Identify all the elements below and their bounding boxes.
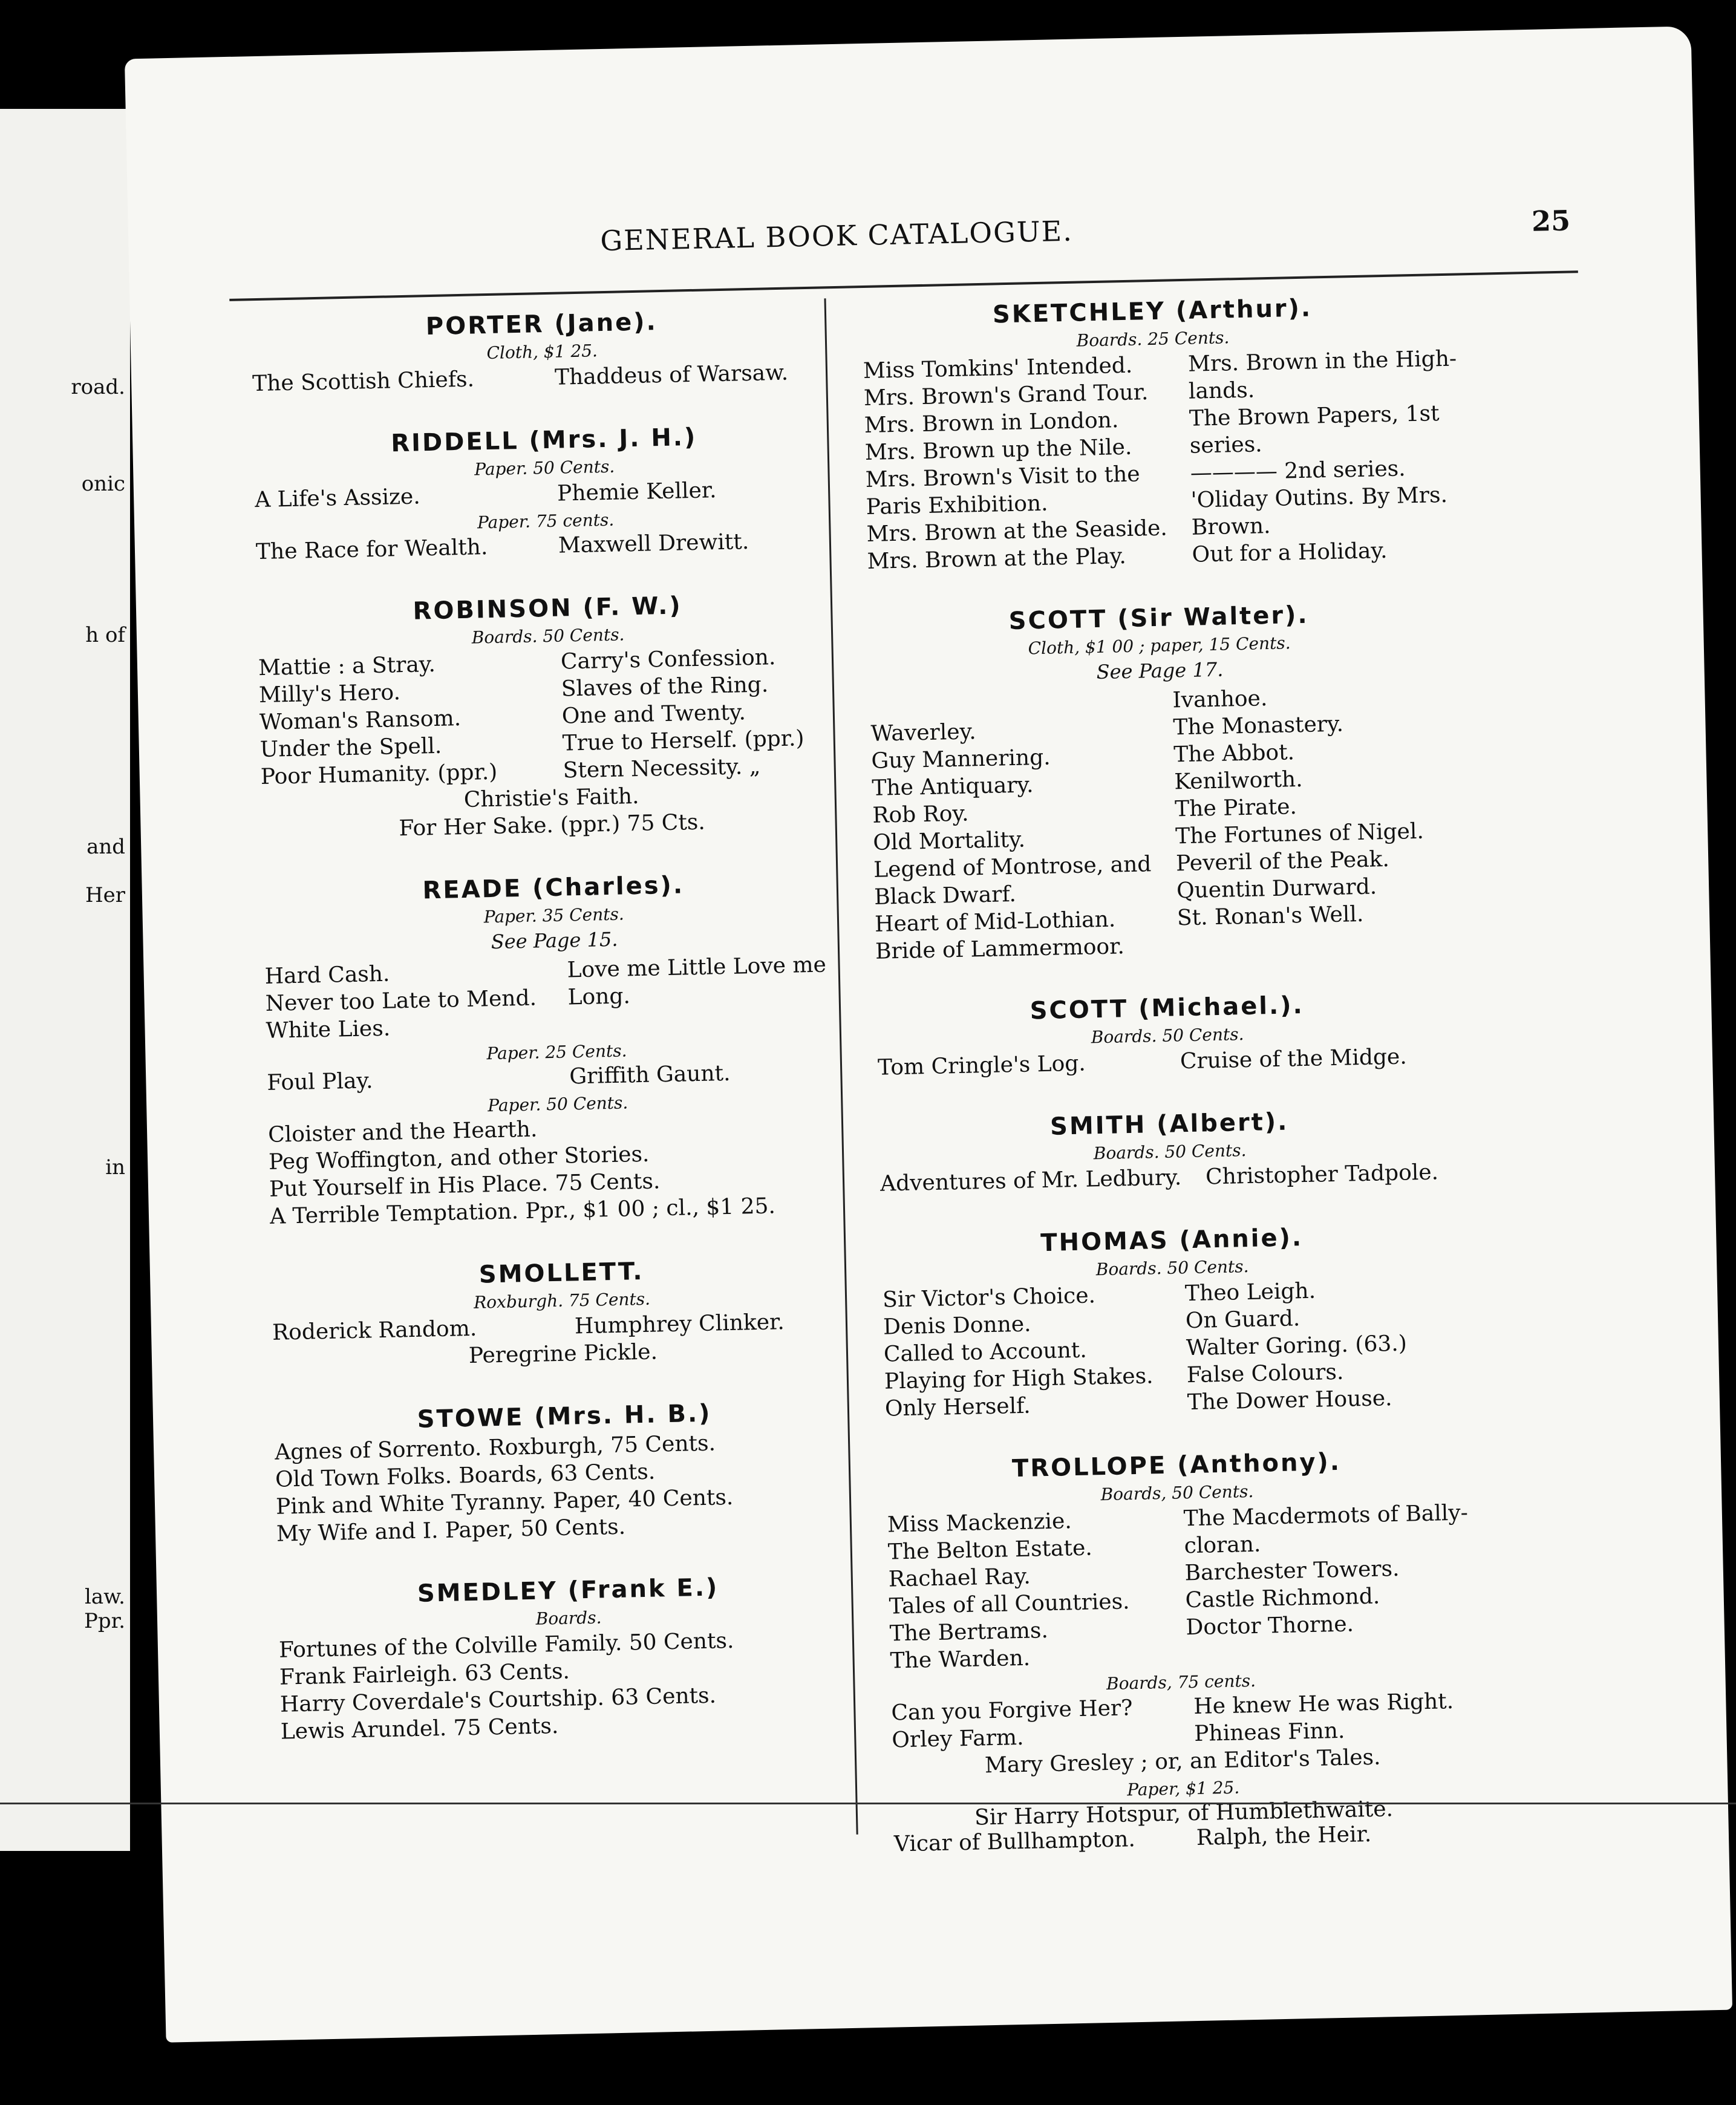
book-title: Sir Harry Hotspur, of Humblethwaite. (974, 1797, 1394, 1830)
author-heading: PORTER (Jane). (425, 308, 658, 341)
book-title: The Antiquary. (872, 772, 1034, 801)
book-title: The Race for Wealth. (255, 535, 488, 565)
book-title: Griffith Gaunt. (569, 1060, 731, 1089)
binding-price: Boards. (535, 1607, 602, 1629)
book-title: Thaddeus of Warsaw. (554, 360, 789, 390)
fragment-text: road. (71, 375, 125, 399)
binding-price: Boards. 50 Cents. (471, 624, 625, 648)
book-title: A Life's Assize. (254, 484, 421, 513)
book-title: Phemie Keller. (556, 478, 717, 506)
book-title: Quentin Durward. (1176, 874, 1377, 904)
book-title (568, 1007, 847, 1037)
book-title: Barchester Towers. (1184, 1556, 1400, 1586)
book-title: Pink and White Tyranny. Paper, 40 Cents. (275, 1484, 734, 1519)
book-title: Slaves of the Ring. (561, 672, 769, 702)
book-title: Christie's Faith. (463, 783, 639, 812)
book-title: Castle Richmond. (1185, 1584, 1380, 1613)
title-list (863, 346, 1457, 574)
author-entry-reade (263, 868, 850, 1229)
book-title: Theo Leigh. (1184, 1278, 1316, 1307)
see-page-note: See Page 15. (491, 927, 618, 954)
book-title: Called to Account. (883, 1337, 1088, 1367)
book-title: Cloister and the Hearth. (267, 1117, 538, 1147)
title-list (258, 644, 841, 789)
book-title: The Dower House. (1187, 1386, 1392, 1415)
book-title: Long. (567, 984, 631, 1010)
book-title: Mary Gresley ; or, an Editor's Tales. (984, 1744, 1381, 1778)
book-title: Humphrey Clinker. (574, 1310, 785, 1339)
book-title: Rob Roy. (872, 801, 969, 828)
book-title: 'Oliday Outins. By Mrs. (1190, 482, 1448, 513)
binding-price: Boards, 50 Cents. (1100, 1481, 1254, 1505)
book-title: Black Dwarf. (873, 881, 1017, 910)
fragment-text: Ppr. (84, 1609, 125, 1633)
book-title: Woman's Ransom. (259, 706, 462, 736)
title-list (870, 682, 1456, 964)
book-title: The Fortunes of Nigel. (1175, 818, 1424, 849)
book-title (870, 688, 1149, 719)
book-title: Vicar of Bullhampton. (893, 1827, 1136, 1857)
title-list (887, 1501, 1471, 1674)
book-title: Waverley. (870, 719, 976, 746)
binding-price: Roxburgh. 75 Cents. (473, 1288, 651, 1313)
book-title: Agnes of Sorrento. Roxburgh, 75 Cents. (274, 1431, 716, 1465)
book-title: Mrs. Brown's Grand Tour. (863, 380, 1149, 411)
binding-price: Boards. 50 Cents. (1093, 1140, 1247, 1164)
book-title: Mrs. Brown up the Nile. (864, 434, 1132, 465)
book-title: Under the Spell. (259, 733, 442, 763)
book-title: For Her Sake. (ppr.) 75 Cts. (399, 809, 706, 841)
book-title: Legend of Montrose, and (873, 852, 1152, 883)
book-title: Peregrine Pickle. (468, 1339, 658, 1369)
title-list (883, 1276, 1466, 1421)
book-title: Old Town Folks. Boards, 63 Cents. (275, 1459, 656, 1492)
binding-price: Boards. 25 Cents. (1076, 327, 1230, 351)
book-title: Sir Victor's Choice. (882, 1283, 1096, 1313)
binding-price: Paper. 50 Cents. (487, 1092, 628, 1116)
book-title: Guy Mannering. (871, 745, 1051, 774)
page-header-title: GENERAL BOOK CATALOGUE. (599, 214, 1074, 258)
book-title: Christopher Tadpole. (1205, 1160, 1439, 1190)
book-title: Mrs. Brown's Visit to the (865, 462, 1141, 492)
book-title: Miss Mackenzie. (887, 1509, 1072, 1538)
book-title: Harry Coverdale's Courtship. 63 Cents. (279, 1683, 717, 1717)
book-title: Old Mortality. (872, 827, 1026, 855)
author-entry-porter (251, 304, 834, 396)
author-heading: TROLLOPE (Anthony). (1011, 1447, 1342, 1483)
author-heading: SKETCHLEY (Arthur). (992, 294, 1313, 329)
book-title: On Guard. (1185, 1306, 1300, 1334)
author-entry-smedley (278, 1571, 861, 1744)
book-title: Peveril of the Peak. (1175, 846, 1390, 876)
binding-price: Paper. 75 cents. (477, 509, 615, 533)
author-entry-trollope (886, 1446, 1475, 1857)
book-title: Mrs. Brown in the High- (1187, 346, 1457, 377)
see-page-note: See Page 17. (1096, 658, 1224, 684)
author-heading: STOWE (Mrs. H. B.) (417, 1399, 712, 1434)
book-title: Mrs. Brown at the Play. (867, 543, 1127, 574)
book-title: cloran. (1184, 1532, 1261, 1559)
author-entry-riddell (253, 420, 837, 564)
book-title: St. Ronan's Well. (1176, 901, 1364, 931)
book-title: Playing for High Stakes. (884, 1363, 1154, 1394)
fragment-text: in (105, 1155, 125, 1180)
book-title: White Lies. (266, 1016, 391, 1043)
book-title: Doctor Thorne. (1186, 1611, 1354, 1640)
book-title: Poor Humanity. (ppr.) (260, 759, 498, 790)
author-entry-smollett (271, 1253, 853, 1372)
book-title: Orley Farm. (891, 1725, 1024, 1753)
book-title: The Scottish Chiefs. (252, 367, 475, 397)
book-title: Mrs. Brown at the Seaside. (866, 515, 1168, 547)
author-heading: RIDDELL (Mrs. J. H.) (390, 423, 697, 458)
book-title: Heart of Mid-Lothian. (874, 907, 1116, 937)
author-heading: SCOTT (Michael.). (1030, 991, 1305, 1025)
title-list (264, 952, 847, 1043)
binding-price: Boards. 50 Cents. (1091, 1024, 1244, 1048)
book-title: My Wife and I. Paper, 50 Cents. (276, 1514, 626, 1547)
book-title: Paris Exhibition. (866, 491, 1048, 520)
book-title: Peg Woffington, and other Stories. (268, 1141, 650, 1175)
book-title: Rachael Ray. (888, 1564, 1031, 1592)
author-entry-scott-michael (876, 988, 1459, 1080)
book-title: Tom Cringle's Log. (877, 1051, 1086, 1080)
book-title: The Abbot. (1173, 740, 1295, 768)
bottom-rule (0, 1803, 1736, 1804)
book-title: Tales of all Countries. (889, 1589, 1130, 1619)
book-title (1178, 927, 1457, 958)
author-entry-thomas (881, 1221, 1466, 1421)
binding-price: Cloth, $1 25. (486, 341, 598, 364)
book-title: One and Twenty. (561, 700, 746, 729)
author-heading: READE (Charles). (422, 871, 685, 905)
book-title: Only Herself. (884, 1393, 1031, 1421)
author-heading: SMOLLETT. (478, 1257, 644, 1289)
author-entry-scott-walter (868, 598, 1456, 964)
binding-price: Cloth, $1 00 ; paper, 15 Cents. (1028, 633, 1291, 659)
book-title: Roderick Random. (272, 1316, 477, 1345)
book-title: The Belton Estate. (887, 1535, 1093, 1565)
book-title: Love me Little Love me (567, 952, 827, 983)
book-title: lands. (1188, 377, 1255, 404)
author-entry-robinson (257, 589, 843, 844)
book-title: A Terrible Temptation. Ppr., $1 00 ; cl., $1 25. (269, 1193, 776, 1229)
binding-price: Paper. 25 Cents. (486, 1040, 627, 1064)
book-title: Walter Goring. (63.) (1186, 1331, 1408, 1361)
book-title: Phineas Finn. (1193, 1718, 1345, 1747)
book-title: He knew He was Right. (1193, 1689, 1454, 1720)
book-title: True to Herself. (ppr.) (562, 726, 804, 756)
book-title: Lewis Arundel. 75 Cents. (280, 1714, 559, 1744)
book-title: Mattie : a Stray. (258, 651, 436, 681)
right-column (862, 292, 1476, 1893)
author-heading: SMITH (Albert). (1049, 1108, 1289, 1141)
binding-price: Boards, 75 cents. (1106, 1670, 1256, 1694)
fragment-text: Her (85, 883, 125, 907)
book-title: Can you Forgive Her? (891, 1695, 1133, 1726)
binding-price: Boards. 50 Cents. (1095, 1256, 1249, 1280)
book-title: The Monastery. (1173, 711, 1344, 740)
book-title: Maxwell Drewitt. (558, 529, 749, 558)
book-title: Adventures of Mr. Ledbury. (879, 1165, 1182, 1196)
fragment-text: law. (84, 1585, 125, 1609)
book-title: The Pirate. (1174, 794, 1297, 822)
book-title: Ralph, the Heir. (1196, 1821, 1372, 1851)
book-title: The Macdermots of Bally- (1183, 1500, 1469, 1532)
catalogue-page (125, 26, 1732, 2043)
book-title: The Brown Papers, 1st (1189, 401, 1440, 431)
book-title: Foul Play. (267, 1068, 373, 1095)
adjacent-page-fragment (0, 109, 130, 1851)
author-heading: THOMAS (Annie). (1040, 1224, 1304, 1258)
fragment-text: and (86, 835, 125, 859)
book-title: The Bertrams. (889, 1618, 1049, 1646)
book-title: Brown. (1191, 513, 1271, 540)
book-title: Milly's Hero. (258, 680, 401, 708)
book-title: Kenilworth. (1173, 766, 1303, 795)
book-title (1186, 1636, 1471, 1667)
author-entry-sketchley (862, 292, 1457, 574)
left-column (251, 304, 862, 1781)
title-list (891, 1688, 1473, 1752)
author-entry-smith (879, 1105, 1461, 1196)
fragment-text: onic (81, 472, 125, 496)
fragment-text: h of (85, 623, 125, 647)
book-title: Stern Necessity. „ (563, 754, 761, 783)
author-entry-stowe (274, 1397, 858, 1547)
page-number: 25 (1531, 204, 1571, 238)
book-title: Bride of Lammermoor. (875, 934, 1125, 964)
book-title: Fortunes of the Colville Family. 50 Cents. (278, 1628, 734, 1663)
book-title: Never too Late to Mend. (265, 985, 537, 1016)
author-heading: SCOTT (Sir Walter). (1008, 601, 1310, 636)
author-heading: ROBINSON (F. W.) (413, 592, 683, 625)
book-title: Out for a Holiday. (1192, 538, 1388, 567)
binding-price: Paper, $1 25. (1126, 1777, 1240, 1800)
book-title: Ivanhoe. (1172, 686, 1268, 713)
book-title: series. (1189, 432, 1263, 459)
book-title: The Warden. (890, 1645, 1031, 1674)
book-title: Carry's Confession. (560, 645, 776, 674)
book-title: ———— 2nd series. (1190, 456, 1406, 486)
author-heading: SMEDLEY (Frank E.) (417, 1573, 719, 1608)
book-title: Frank Fairleigh. 63 Cents. (279, 1659, 570, 1690)
book-title: Put Yourself in His Place. 75 Cents. (269, 1169, 661, 1202)
book-title: Mrs. Brown in London. (864, 408, 1119, 438)
binding-price: Paper. 50 Cents. (474, 456, 615, 480)
book-title: Cruise of the Midge. (1180, 1044, 1408, 1074)
book-title: Denis Donne. (883, 1311, 1031, 1340)
book-title: False Colours. (1186, 1359, 1344, 1388)
binding-price: Paper. 35 Cents. (483, 904, 625, 927)
book-title: Miss Tomkins' Intended. (863, 353, 1133, 384)
book-title: Hard Cash. (264, 961, 390, 989)
